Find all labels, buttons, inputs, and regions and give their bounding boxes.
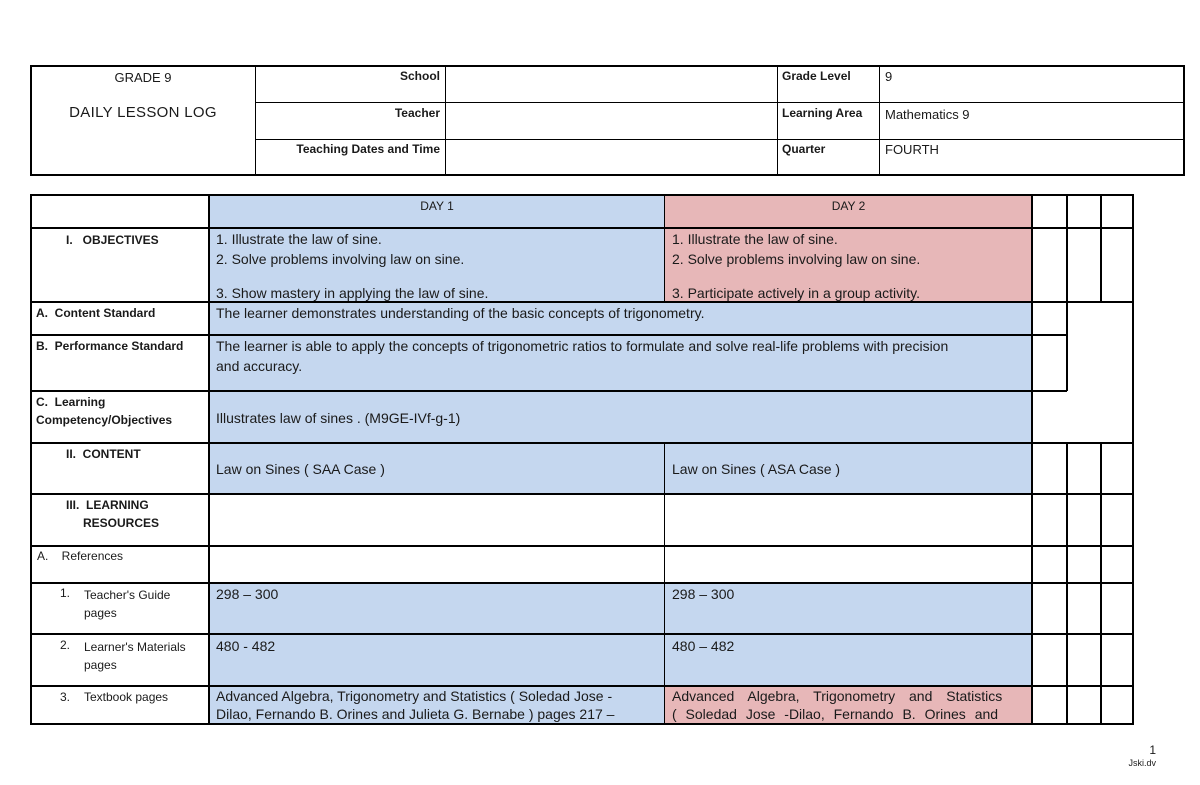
competency-label-line: C. Learning: [36, 395, 106, 409]
lm-label: [84, 638, 206, 674]
tg-day1-pages: 298 – 300: [216, 586, 279, 602]
resources-label-line: RESOURCES: [83, 516, 160, 530]
content-label: II. CONTENT: [66, 447, 141, 461]
tg-label: [84, 586, 206, 622]
lm-day1-pages: 480 - 482: [216, 638, 276, 654]
tg-number: 1.: [60, 586, 71, 600]
objective-item: 3. Participate actively in a group activity.: [672, 285, 920, 301]
content-standard-label: A. Content Standard: [36, 306, 156, 320]
day2-header: DAY 2: [831, 199, 866, 213]
competency-text: Illustrates law of sines . (M9GE-IVf-g-1): [216, 410, 461, 426]
performance-standard-text: [216, 336, 1028, 376]
tg-label-line: pages: [84, 606, 117, 620]
grade-label: GRADE 9: [114, 70, 172, 85]
content-standard-text: The learner demonstrates understanding of the basic concepts of trigonometry.: [216, 305, 705, 321]
objectives-label: I. OBJECTIVES: [66, 233, 159, 247]
tg-day2-pages: 298 – 300: [672, 586, 735, 602]
page-number: 1: [1149, 743, 1156, 757]
references-label: A. References: [37, 549, 124, 563]
competency-label: [36, 393, 208, 429]
textbook-label: Textbook pages: [84, 690, 169, 704]
quarter-label: Quarter: [782, 142, 826, 156]
school-label: School: [399, 69, 440, 83]
quarter-value: FOURTH: [885, 142, 939, 157]
tg-label-line: Teacher's Guide: [84, 588, 171, 602]
objective-item: 2. Solve problems involving law on sine.: [672, 251, 921, 267]
learning-resources-label: [66, 496, 206, 532]
lm-number: 2.: [60, 638, 71, 652]
objective-item: 1. Illustrate the law of sine.: [216, 231, 382, 247]
textbook-line: Advanced Algebra, Trigonometry and Statistics ( Soledad Jose -: [216, 688, 613, 704]
textbook-line: Advanced Algebra, Trigonometry and Statistics: [672, 688, 1003, 704]
textbook-day1-text: [216, 687, 662, 723]
objectives-day1-list: [216, 229, 662, 303]
performance-standard-line: and accuracy.: [216, 358, 303, 374]
textbook-line: ( Soledad Jose -Dilao, Fernando B. Orines and: [672, 706, 999, 722]
lm-day2-pages: 480 – 482: [672, 638, 735, 654]
learning-area-label: Learning Area: [782, 106, 863, 120]
teaching-dates-field[interactable]: [448, 142, 774, 174]
resources-label-line: III. LEARNING: [66, 498, 149, 512]
performance-standard-label: B. Performance Standard: [36, 339, 184, 353]
page-title: DAILY LESSON LOG: [69, 104, 217, 121]
textbook-line: Dilao, Fernando B. Orines and Julieta G. Bernabe ) pages 217 –: [216, 706, 615, 722]
competency-label-line: Competency/Objectives: [36, 413, 173, 427]
footer-initials: Jski.dv: [1128, 758, 1156, 768]
day1-header: DAY 1: [420, 199, 454, 213]
objectives-day2-list: [672, 229, 1028, 303]
teaching-dates-label: Teaching Dates and Time: [296, 142, 440, 156]
school-field[interactable]: [448, 68, 774, 100]
grade-level-label: Grade Level: [782, 69, 851, 83]
textbook-day2-text: [672, 687, 1024, 723]
teacher-label: Teacher: [394, 106, 440, 120]
lm-label-line: pages: [84, 658, 117, 672]
objective-item: 1. Illustrate the law of sine.: [672, 231, 838, 247]
learning-area-value: Mathematics 9: [885, 107, 970, 122]
textbook-number: 3.: [60, 690, 71, 704]
grade-level-value: 9: [885, 69, 893, 84]
content-day1-text: Law on Sines ( SAA Case ): [216, 461, 385, 477]
objective-item: 2. Solve problems involving law on sine.: [216, 251, 465, 267]
content-day2-text: Law on Sines ( ASA Case ): [672, 461, 841, 477]
objective-item: 3. Show mastery in applying the law of sine.: [216, 285, 489, 301]
lm-label-line: Learner's Materials: [84, 640, 186, 654]
performance-standard-line: The learner is able to apply the concepts of trigonometric ratios to formulate and solve real-life problems with precision: [216, 338, 949, 354]
teacher-field[interactable]: [448, 105, 774, 137]
